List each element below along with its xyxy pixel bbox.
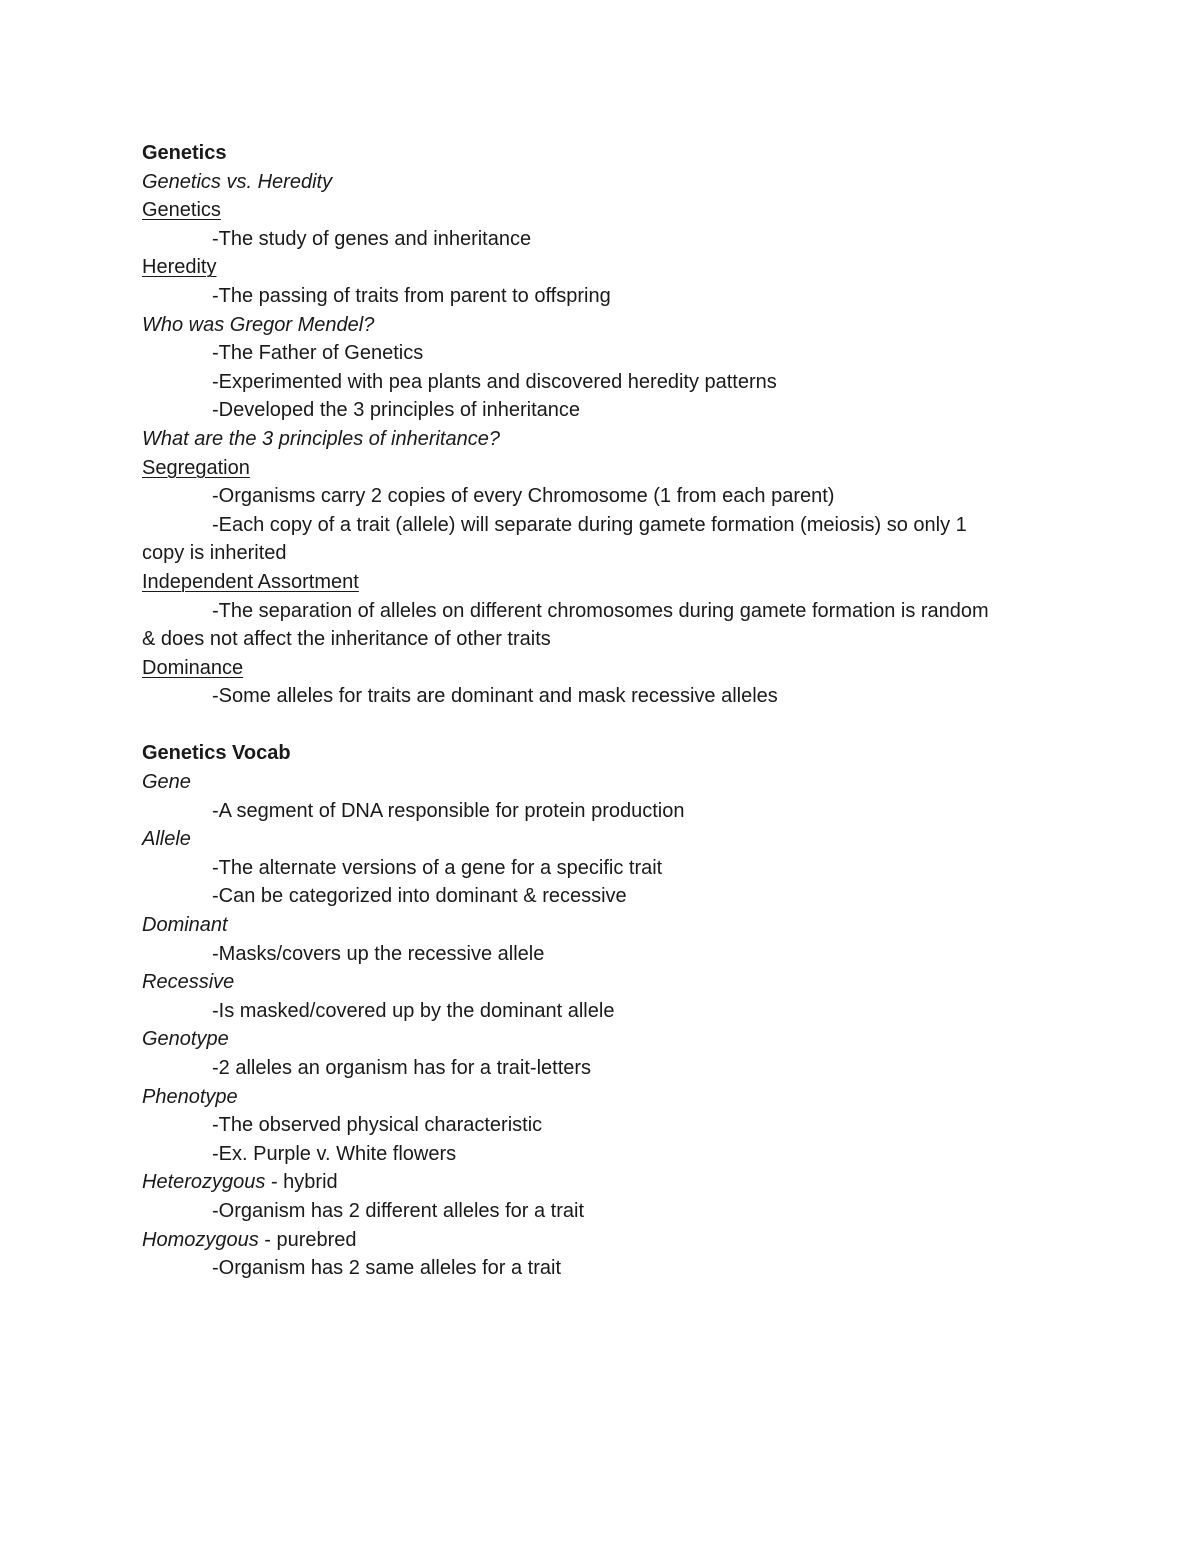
independent-point-continued: & does not affect the inheritance of other traits bbox=[142, 628, 551, 651]
definition-dominant: -Masks/covers up the recessive allele bbox=[212, 942, 545, 965]
section-title-genetics: Genetics bbox=[142, 142, 227, 164]
term-segregation: Segregation bbox=[142, 456, 250, 479]
definition-dominance: -Some alleles for traits are dominant and mask recessive alleles bbox=[212, 685, 778, 708]
segregation-point: -Organisms carry 2 copies of every Chromosome (1 from each parent) bbox=[212, 485, 835, 508]
question-principles: What are the 3 principles of inheritance? bbox=[142, 427, 500, 450]
term-phenotype: Phenotype bbox=[142, 1085, 238, 1108]
definition-phenotype: -Ex. Purple v. White flowers bbox=[212, 1142, 457, 1165]
segregation-point: -Each copy of a trait (allele) will separate during gamete formation (meiosis) so only 1 bbox=[212, 513, 967, 536]
term-dominance: Dominance bbox=[142, 656, 244, 679]
segregation-point-continued: copy is inherited bbox=[142, 542, 287, 565]
definition-allele: -The alternate versions of a gene for a specific trait bbox=[212, 856, 663, 879]
term-homozygous: Homozygous bbox=[142, 1228, 259, 1251]
question-mendel: Who was Gregor Mendel? bbox=[142, 313, 375, 336]
term-heredity: Heredity bbox=[142, 256, 217, 279]
heterozygous-line bbox=[142, 1168, 1062, 1197]
mendel-point: -Experimented with pea plants and discovered heredity patterns bbox=[212, 370, 777, 393]
definition-phenotype: -The observed physical characteristic bbox=[212, 1114, 543, 1137]
mendel-point: -Developed the 3 principles of inheritance bbox=[212, 399, 580, 422]
heterozygous-suffix: - hybrid bbox=[265, 1171, 338, 1194]
definition-recessive: -Is masked/covered up by the dominant allele bbox=[212, 999, 615, 1022]
subtitle-genetics-vs-heredity: Genetics vs. Heredity bbox=[142, 170, 333, 193]
homozygous-suffix: - purebred bbox=[258, 1228, 357, 1251]
homozygous-line bbox=[142, 1226, 1062, 1255]
term-genotype: Genotype bbox=[142, 1028, 229, 1051]
definition-genetics: -The study of genes and inheritance bbox=[212, 227, 532, 250]
mendel-point: -The Father of Genetics bbox=[212, 342, 424, 365]
term-recessive: Recessive bbox=[142, 971, 235, 994]
document-body bbox=[142, 139, 1062, 1283]
definition-gene: -A segment of DNA responsible for protein production bbox=[212, 799, 685, 822]
definition-heterozygous: -Organism has 2 different alleles for a trait bbox=[212, 1199, 585, 1222]
definition-heredity: -The passing of traits from parent to offspring bbox=[212, 284, 611, 307]
definition-allele: -Can be categorized into dominant & recessive bbox=[212, 885, 627, 908]
term-dominant: Dominant bbox=[142, 914, 228, 937]
term-independent-assortment: Independent Assortment bbox=[142, 570, 359, 593]
term-allele: Allele bbox=[142, 828, 191, 851]
blank-line bbox=[142, 711, 1062, 740]
term-heterozygous: Heterozygous bbox=[142, 1171, 266, 1194]
term-gene: Gene bbox=[142, 771, 191, 794]
definition-genotype: -2 alleles an organism has for a trait-letters bbox=[212, 1057, 592, 1079]
independent-point: -The separation of alleles on different chromosomes during gamete formation is random bbox=[212, 599, 989, 622]
definition-homozygous: -Organism has 2 same alleles for a trait bbox=[212, 1257, 562, 1280]
section-title-vocab: Genetics Vocab bbox=[142, 742, 291, 765]
term-genetics: Genetics bbox=[142, 199, 221, 222]
